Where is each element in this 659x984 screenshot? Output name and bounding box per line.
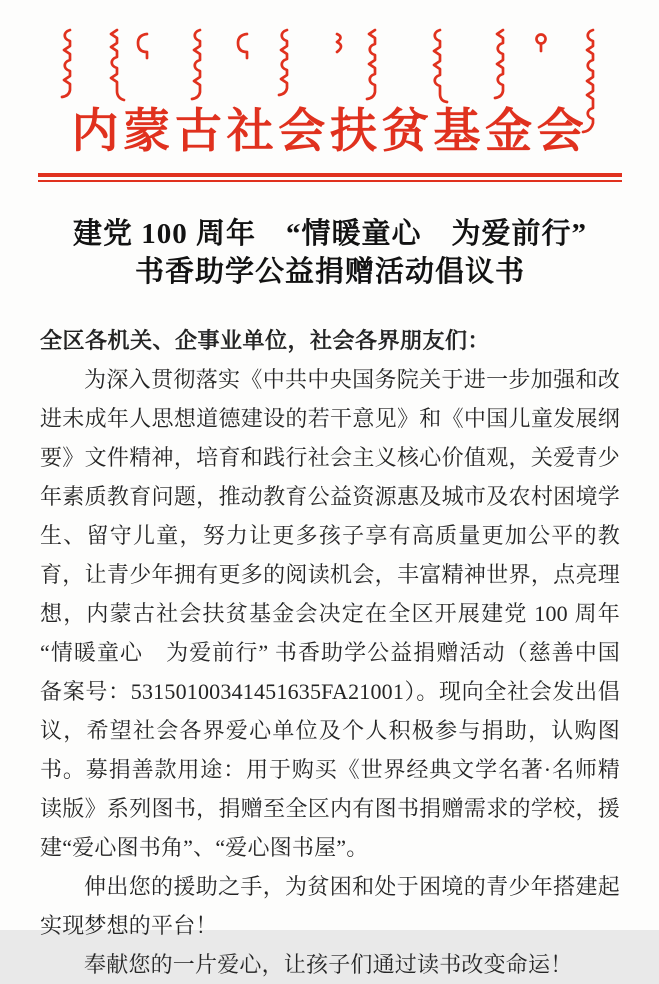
salutation-line: 全区各机关、企事业单位，社会各界朋友们： xyxy=(40,327,491,353)
document-body xyxy=(40,321,620,984)
document-title-line2: 书香助学公益捐赠活动倡议书 xyxy=(134,255,525,288)
letterhead xyxy=(40,26,620,182)
body-paragraph-1: 为深入贯彻落实《中共中央国务院关于进一步加强和改进未成年人思想道德建设的若干意见》和《中国儿童发展纲要》文件精神，培育和践行社会主义核心价值观，关爱青少年素质教育问题，推动教育公益资源惠及城市及农村困境学生、留守儿童，努力让更多孩子享有高质量更加公平的教育，让青少年拥有更多的阅读机会，丰富精神世界，点亮理想，内蒙古社会扶贫基金会决定在全区开展建党 100 周年 “情暖童心 为爱前行” 书香助学公益捐赠活动（慈善中国备案号：53150100341451635FA21001）。现向全社会发出倡议，希望社会各界爱心单位及个人积极参与捐助，认购图书。募捐善款用途：用于购买《世界经典文学名著·名师精读版》系列图书，捐赠至全区内有图书捐赠需求的学校，援建“爱心图书角”、“爱心图书屋”。 xyxy=(40,366,620,860)
organization-name: 内蒙古社会扶贫基金会 xyxy=(71,106,589,158)
document-title xyxy=(40,215,620,291)
mongolian-script-icon xyxy=(40,26,620,104)
body-paragraph-3: 奉献您的一片爱心，让孩子们通过读书改变命运！ xyxy=(84,951,573,977)
document-content xyxy=(40,215,620,984)
divider-thin-rule xyxy=(38,180,622,182)
letterhead-divider xyxy=(38,173,622,182)
body-paragraph-2: 伸出您的援助之手，为贫困和处于困境的青少年搭建起实现梦想的平台！ xyxy=(40,873,620,938)
document-title-line1: 建党 100 周年 “情暖童心 为爱前行” xyxy=(72,217,587,250)
